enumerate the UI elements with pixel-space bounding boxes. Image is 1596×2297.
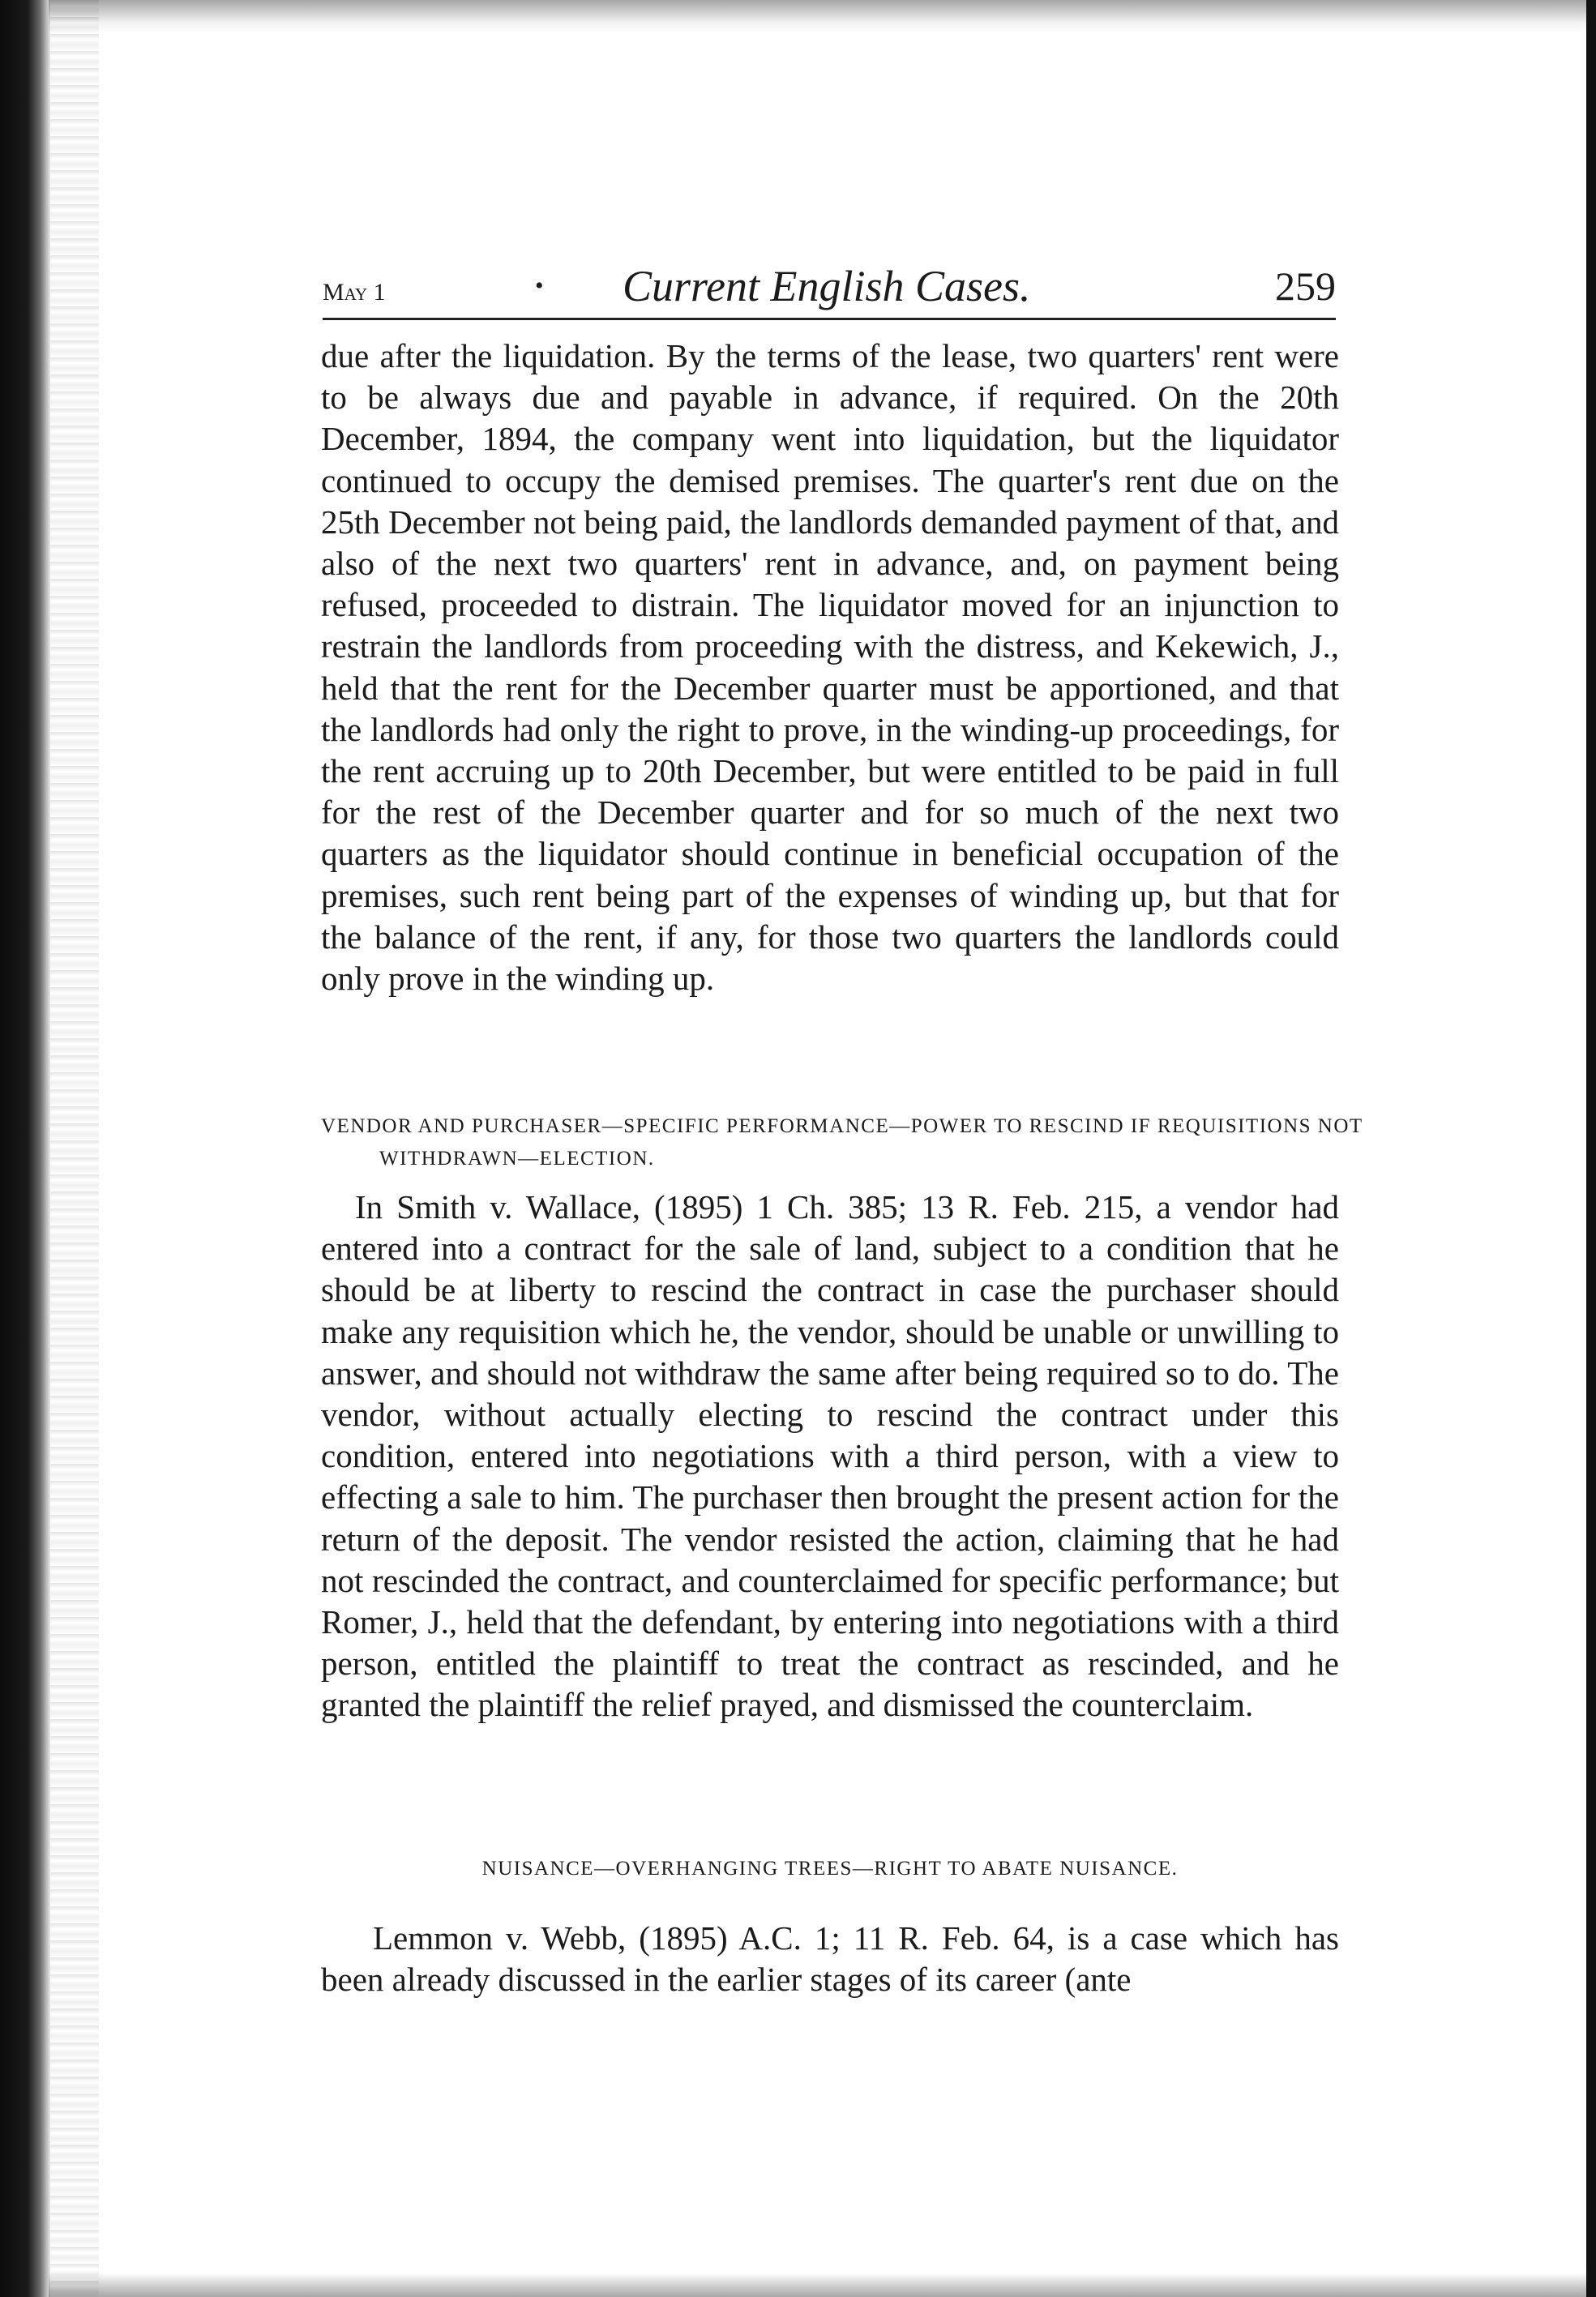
paragraph-lemmon-v-webb: Lemmon v. Webb, (1895) A.C. 1; 11 R. Feb. 64, is a case which has been already discussed in the earlier stages of its career (ante: [321, 1919, 1339, 1999]
header-title: Current English Cases.: [623, 262, 1031, 310]
header-rule: [323, 318, 1336, 320]
paragraph-smith-v-wallace: In Smith v. Wallace, (1895) 1 Ch. 385; 13 R. Feb. 215, a vendor had entered into a contract for the sale of land, subject to a condition that he should be at liberty to rescind the contract in case the purchaser should make any requisition which he, the vendor, should be unable or unwilling to answer, and should not withdraw the same after being required so to do. The vendor, without actually electing to rescind the contract under this condition, entered into negotiations with a third person, with a view to effecting a sale to him. The purchaser then brought the present action for the return of the deposit. The vendor resisted the action, claiming that he had not rescinded the contract, and counterclaimed for specific performance; but Romer, J., held that the defendant, by entering into negotiations with a third person, entitled the plaintiff to treat the contract as rescinded, and he granted the plaintiff the relief prayed, and dismissed the counterclaim.: [321, 1188, 1339, 1724]
section-heading-vendor-purchaser: VENDOR AND PURCHASER—SPECIFIC PERFORMANCE—POWER TO RESCIND IF REQUISITIONS NOT WITHDRAWN—ELECTION.: [321, 1115, 1363, 1170]
scan-top-edge: [49, 0, 1586, 32]
scan-shadow: [50, 0, 99, 2297]
page-number: 259: [1275, 263, 1336, 309]
running-header: [323, 261, 1336, 311]
header-date: May 1: [323, 279, 386, 306]
scan-binding-edge: [0, 0, 50, 2297]
scan-bottom-edge: [49, 2273, 1586, 2297]
header-bullet: •: [535, 272, 544, 299]
section-heading-nuisance: NUISANCE—OVERHANGING TREES—RIGHT TO ABATE NUISANCE.: [481, 1858, 1179, 1880]
paragraph-liquidation-rent: due after the liquidation. By the terms of the lease, two quarters' rent were to be always due and payable in advance, if required. On the 20th December, 1894, the company went into liquidation, but the liquidator continued to occupy the demised premises. The quarter's rent due on the 25th December not being paid, the landlords demanded payment of that, and also of the next two quarters' rent in advance, and, on payment being refused, proceeded to distrain. The liquidator moved for an injunction to restrain the landlords from proceeding with the distress, and Kekewich, J., held that the rent for the December quarter must be apportioned, and that the landlords had only the right to prove, in the winding-up proceedings, for the rent accruing up to 20th December, but were entitled to be paid in full for the rest of the December quarter and for so much of the next two quarters as the liquidator should continue in beneficial occupation of the premises, such rent being part of the expenses of winding up, but that for the balance of the rent, if any, for those two quarters the landlords could only prove in the winding up.: [321, 337, 1339, 998]
scan-right-edge: [1586, 0, 1596, 2297]
